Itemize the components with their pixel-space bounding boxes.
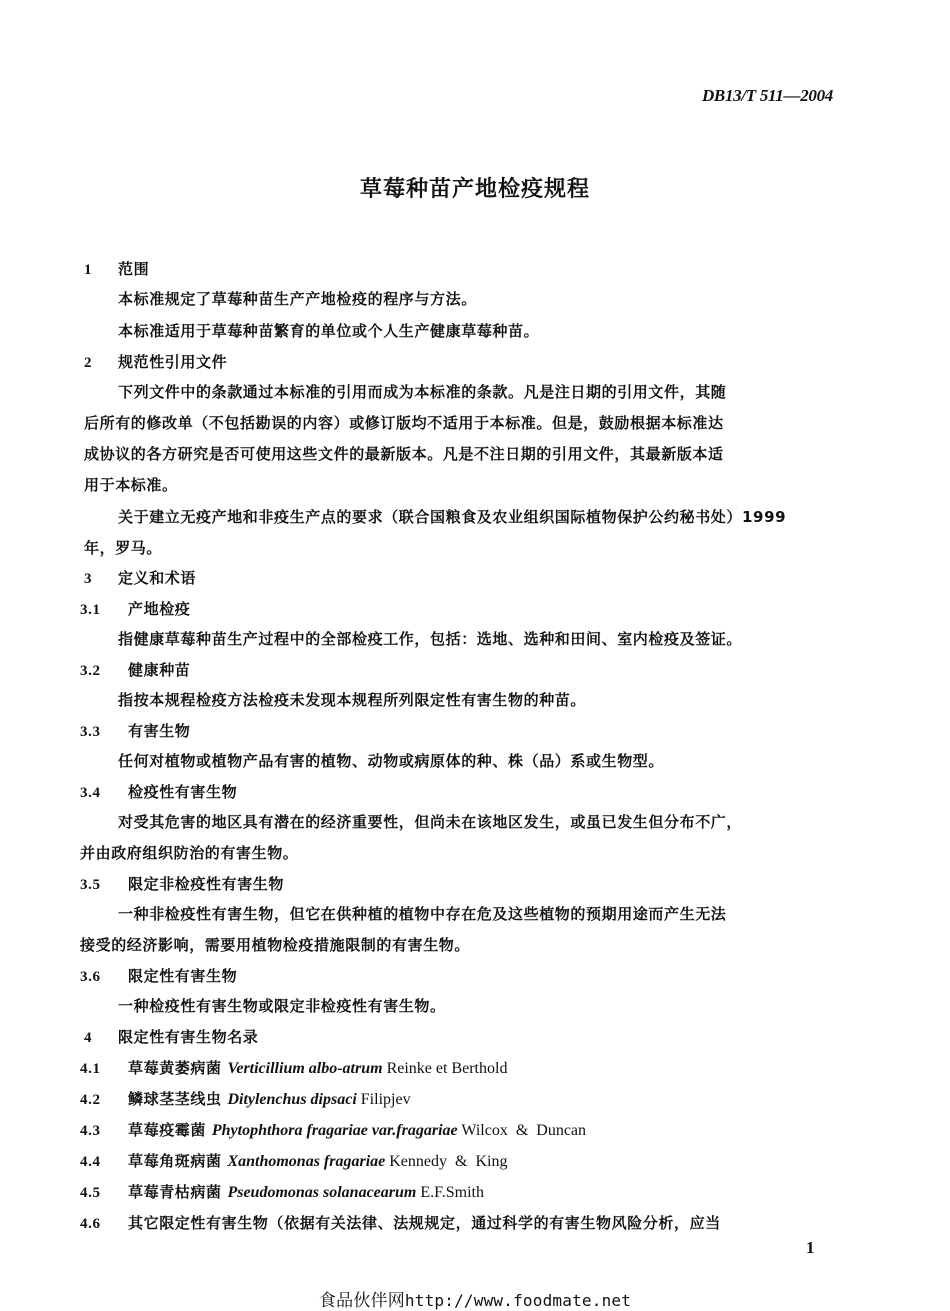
definition-text-line: 并由政府组织防治的有害生物。: [80, 844, 299, 862]
definition-heading: 3.4 检疫性有害生物: [80, 783, 238, 801]
definition-text-line: 接受的经济影响，需要用植物检疫措施限制的有害生物。: [80, 936, 471, 954]
definition-heading: 3.2 健康种苗: [80, 661, 191, 679]
section-2-reference-line: 关于建立无疫产地和非疫生产点的要求（联合国粮食及农业组织国际植物保护公约秘书处）1999: [118, 508, 787, 526]
footer: [0, 1286, 950, 1311]
definition-text-line: 对受其危害的地区具有潜在的经济重要性，但尚未在该地区发生，或虽已发生但分布不广，: [118, 813, 743, 831]
pest-list-item: 4.2 鳞球茎茎线虫 Ditylenchus dipsaci Filipjev: [80, 1090, 411, 1108]
section-2-paragraph-line: 后所有的修改单（不包括勘误的内容）或修订版均不适用于本标准。但是，鼓励根据本标准达: [84, 414, 724, 432]
standard-code: DB13/T 511—2004: [701, 86, 833, 105]
definition-text: 指按本规程检疫方法检疫未发现本规程所列限定性有害生物的种苗。: [118, 691, 587, 709]
definition-text: 指健康草莓种苗生产过程中的全部检疫工作，包括：选地、选种和田间、室内检疫及签证。: [118, 630, 743, 648]
definition-text-line: 一种非检疫性有害生物，但它在供种植的植物中存在危及这些植物的预期用途而产生无法: [118, 905, 727, 923]
pest-list-item: 4.1 草莓黄萎病菌 Verticillium albo-atrum Reinke et Berthold: [80, 1059, 508, 1077]
section-1-heading: 1 范围: [84, 260, 150, 278]
pest-list-item: 4.5 草莓青枯病菌 Pseudomonas solanacearum E.F.Smith: [80, 1183, 484, 1201]
section-1-paragraph: 本标准规定了草莓种苗生产产地检疫的程序与方法。: [118, 290, 477, 308]
document-title: 草莓种苗产地检疫规程: [359, 177, 590, 202]
section-2-paragraph-line: 下列文件中的条款通过本标准的引用而成为本标准的条款。凡是注日期的引用文件，其随: [118, 383, 727, 401]
section-4-heading: 4 限定性有害生物名录: [84, 1028, 259, 1046]
footer-site-name: 食品伙伴网: [318, 1291, 405, 1311]
section-2-paragraph-line: 成协议的各方研究是否可使用这些文件的最新版本。凡是不注日期的引用文件，其最新版本适: [84, 445, 724, 463]
definition-heading: 3.1 产地检疫: [80, 600, 191, 618]
definition-heading: 3.3 有害生物: [80, 722, 191, 740]
section-2-reference-line: 年，罗马。: [84, 539, 163, 557]
definition-heading: 3.5 限定非检疫性有害生物: [80, 875, 285, 893]
section-1-paragraph: 本标准适用于草莓种苗繁育的单位或个人生产健康草莓种苗。: [118, 322, 540, 340]
section-2-paragraph-line: 用于本标准。: [84, 476, 178, 494]
page-number: 1: [806, 1238, 815, 1257]
section-3-heading: 3 定义和术语: [84, 569, 197, 587]
pest-list-item: 4.3 草莓疫霉菌 Phytophthora fragariae var.fragariae Wilcox & Duncan: [80, 1121, 587, 1139]
footer-url-link[interactable]: http://www.foodmate.net: [404, 1291, 632, 1310]
pest-list-item: 4.6 其它限定性有害生物（依据有关法律、法规规定，通过科学的有害生物风险分析，应当: [80, 1214, 721, 1232]
definition-text: 任何对植物或植物产品有害的植物、动物或病原体的种、株（品）系或生物型。: [118, 752, 665, 770]
definition-heading: 3.6 限定性有害生物: [80, 967, 238, 985]
definition-text: 一种检疫性有害生物或限定非检疫性有害生物。: [118, 997, 446, 1015]
pest-list-item: 4.4 草莓角斑病菌 Xanthomonas fragariae Kennedy & King: [80, 1152, 508, 1170]
section-2-heading: 2 规范性引用文件: [84, 353, 228, 371]
